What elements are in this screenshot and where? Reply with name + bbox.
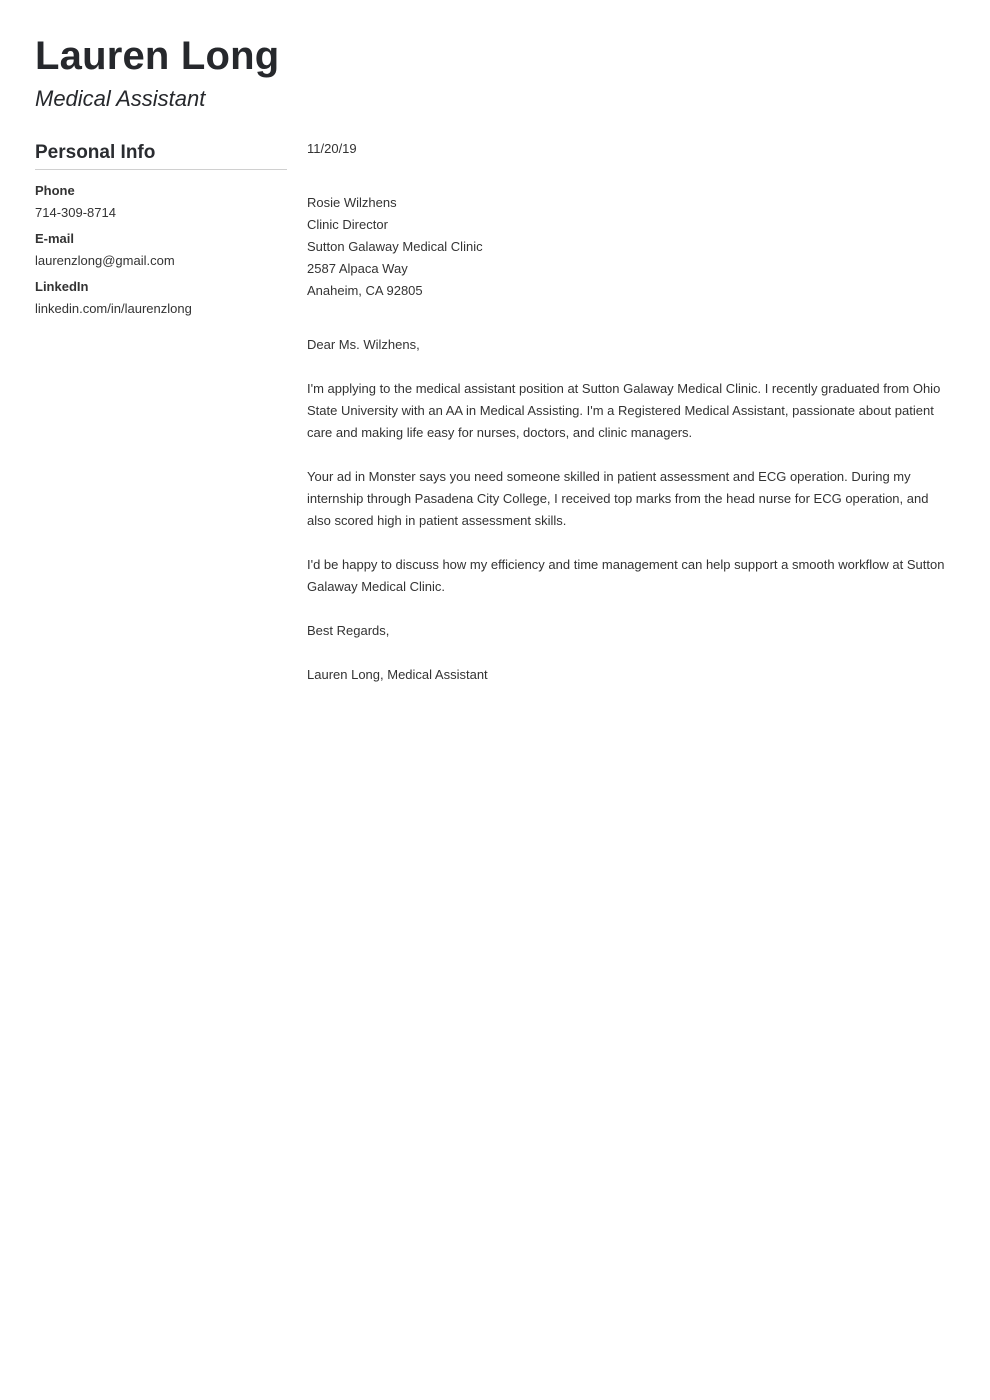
recipient-company: Sutton Galaway Medical Clinic [307,239,483,254]
info-linkedin [35,279,287,317]
letter-paragraph: Your ad in Monster says you need someone skilled in patient assessment and ECG operation. During my internship through Pasadena City College, I received top marks from the head nurse for ECG operation, and also scored high in patient assessment skills. [307,469,929,528]
applicant-name: Lauren Long [35,34,280,78]
email-value: laurenzlong@gmail.com [35,253,175,268]
phone-value: 714-309-8714 [35,205,116,220]
applicant-title: Medical Assistant [35,86,206,111]
sidebar-heading: Personal Info [35,141,287,170]
letter-date: 11/20/19 [307,141,357,156]
letter-paragraph: I'd be happy to discuss how my efficiency and time management can help support a smooth workflow at Sutton Galaway Medical Clinic. [307,557,945,594]
recipient-name: Rosie Wilzhens [307,195,397,210]
info-email [35,231,287,269]
info-label: E-mail [35,231,75,246]
info-label: Phone [35,183,75,198]
closing: Best Regards, [307,623,390,638]
linkedin-value: linkedin.com/in/laurenzlong [35,301,192,316]
info-label: LinkedIn [35,279,89,294]
recipient-block [307,192,945,302]
recipient-street: 2587 Alpaca Way [307,261,408,276]
header [35,0,955,112]
recipient-city: Anaheim, CA 92805 [307,283,423,298]
sidebar-personal-info [35,140,287,686]
letter-body [307,140,955,686]
letter-paragraph: I'm applying to the medical assistant position at Sutton Galaway Medical Clinic. I recently graduated from Ohio State University with an AA in Medical Assisting. I'm a Registered Medical Assistant, passionate about patient care and making life easy for nurses, doctors, and clinic managers. [307,381,941,440]
info-phone [35,183,287,221]
recipient-position: Clinic Director [307,217,388,232]
signature: Lauren Long, Medical Assistant [307,667,488,682]
content-columns [35,140,955,686]
salutation: Dear Ms. Wilzhens, [307,337,420,352]
